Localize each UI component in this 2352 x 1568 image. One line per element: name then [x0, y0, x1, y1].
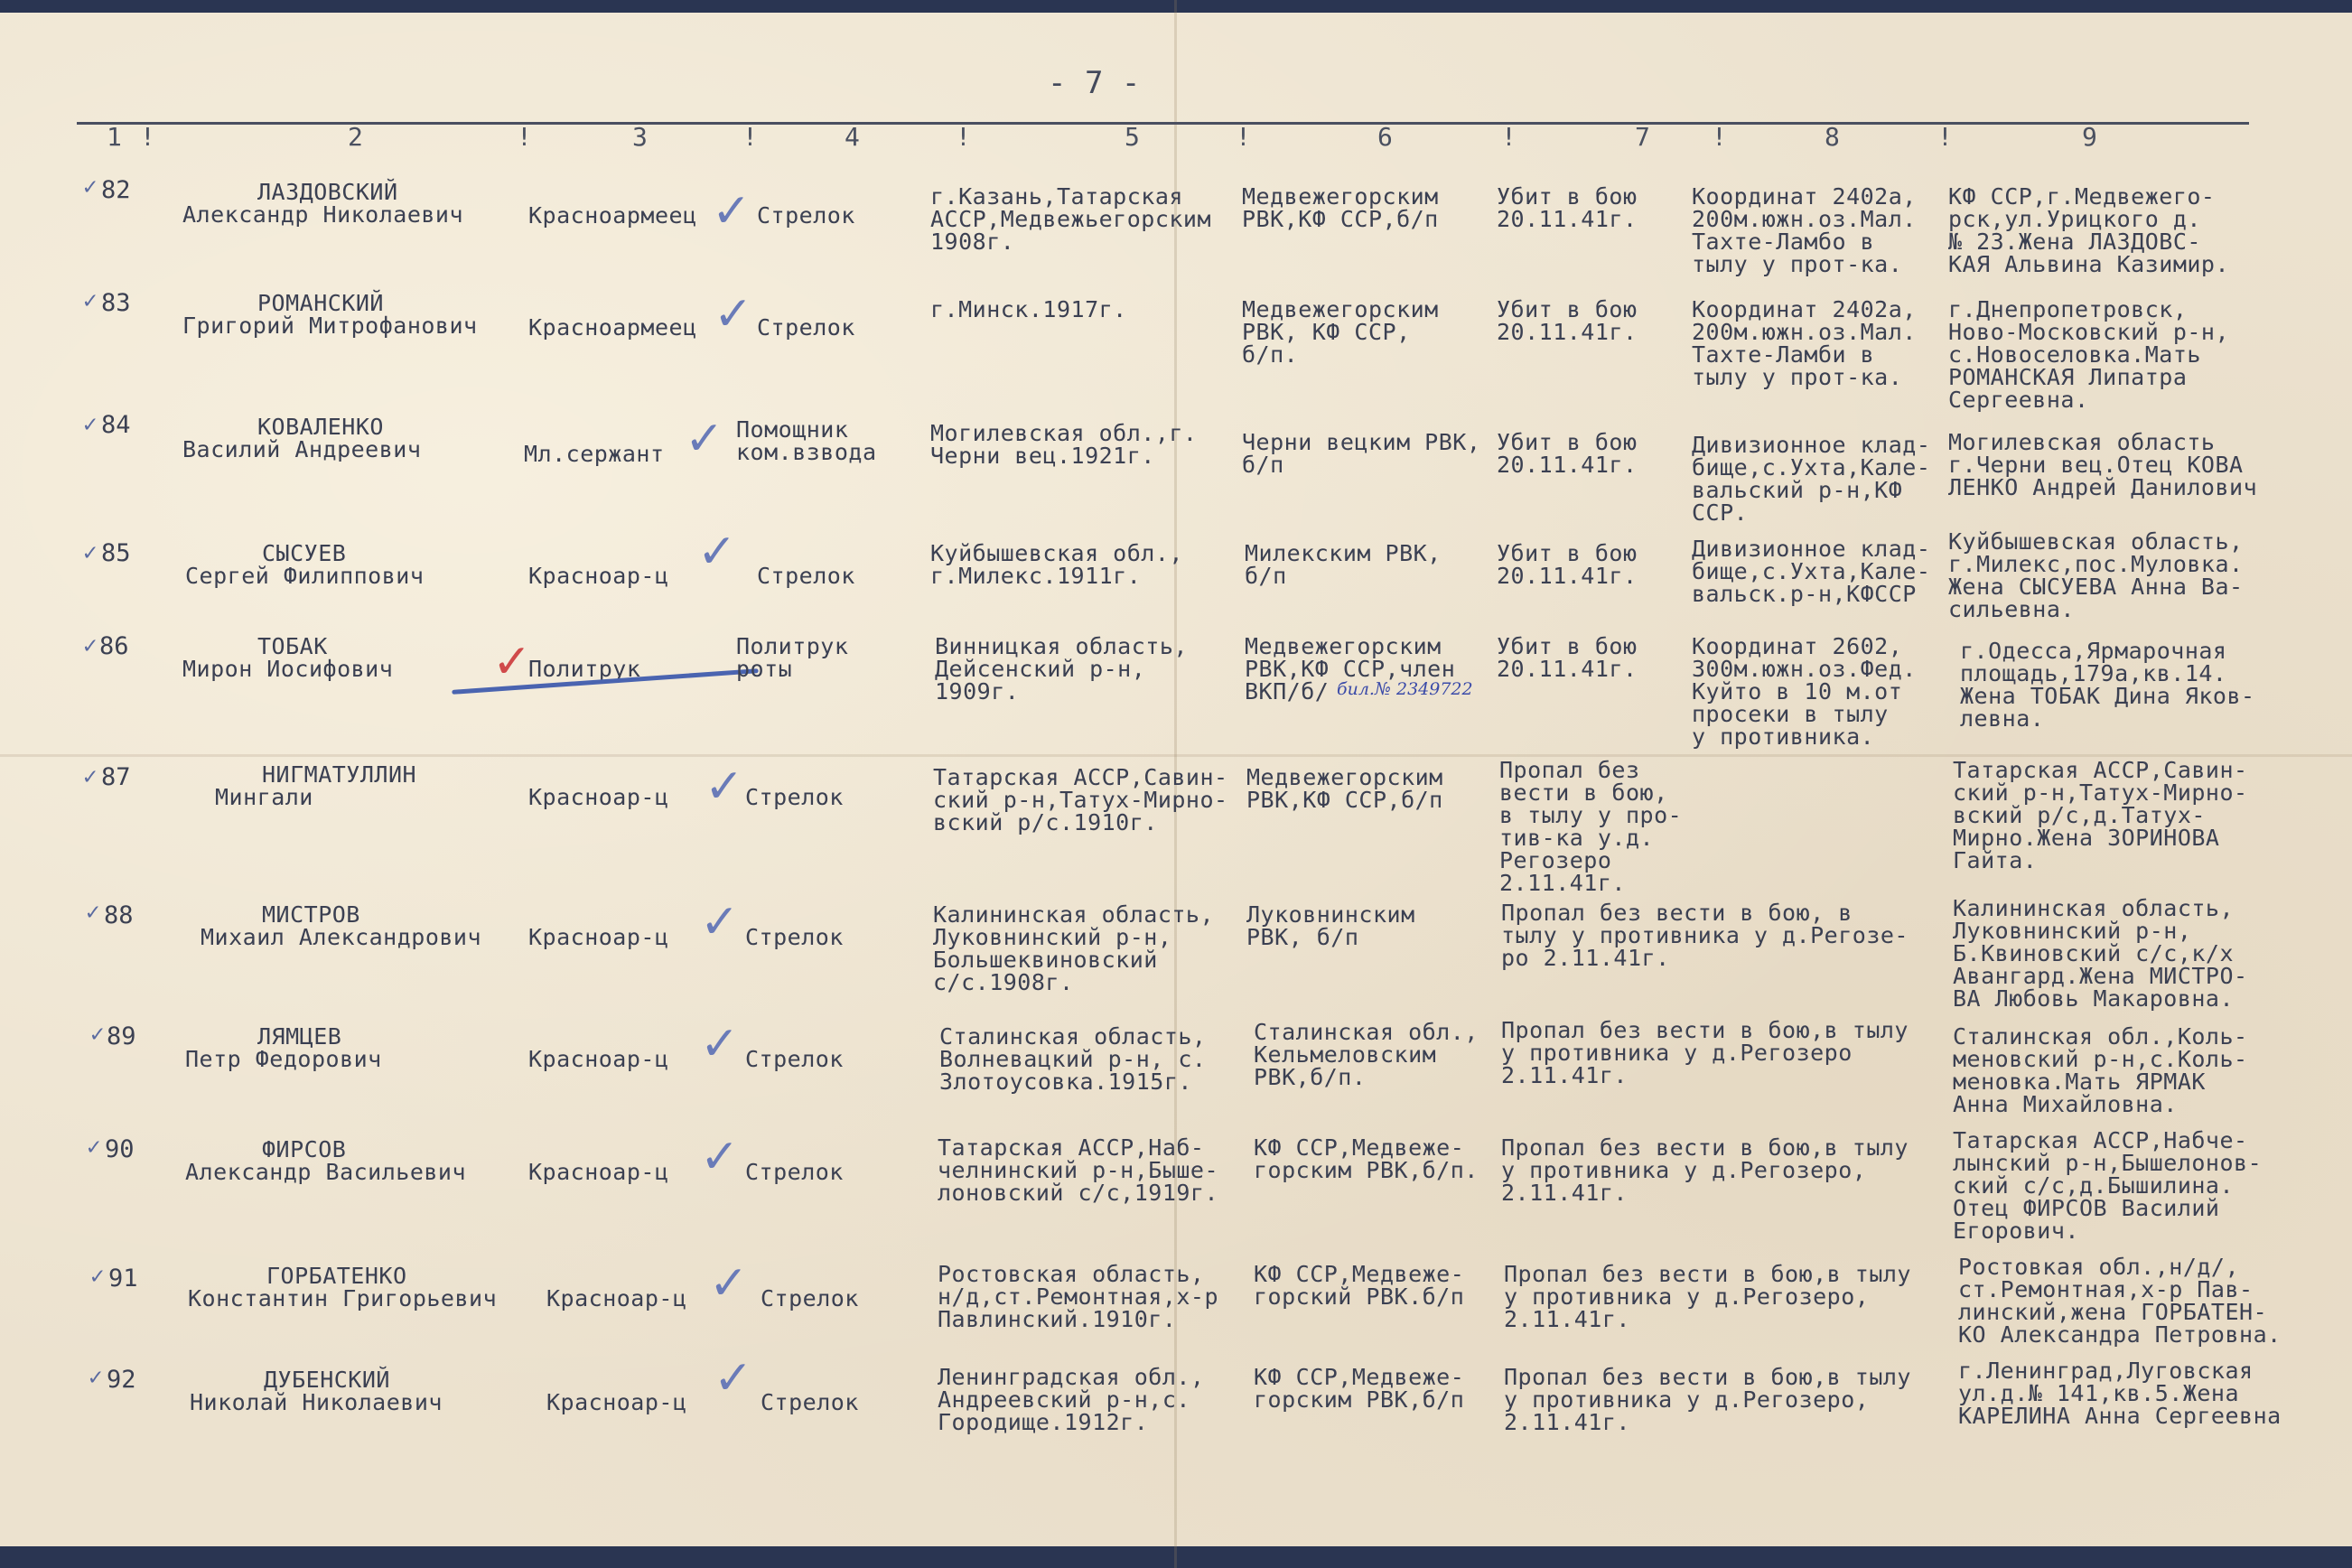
column-header-7: 7: [1635, 122, 1650, 152]
check-mark-icon: ✓: [83, 287, 98, 314]
record-birth: г.Минск.1917г.: [930, 296, 1127, 322]
check-mark-icon: ✓: [83, 632, 98, 659]
record-rank: Красноар-ц: [528, 1046, 669, 1072]
record-name: Сергей Филиппович: [185, 563, 425, 589]
record-surname: НИГМАТУЛЛИН: [262, 761, 417, 788]
record-number: 84: [101, 411, 131, 439]
check-mark-icon: ✓: [83, 763, 98, 790]
check-mark-icon: ✓: [700, 1017, 740, 1071]
column-separator: !: [1937, 122, 1953, 152]
record-rvk: Медвежегорским РВК, КФ ССР, б/п.: [1242, 296, 1439, 368]
check-mark-icon: ✓: [83, 411, 98, 438]
check-mark-icon: ✓: [705, 760, 744, 814]
column-separator: !: [140, 122, 155, 152]
record-rvk: Медвежегорским РВК,КФ ССР,б/п: [1242, 183, 1439, 232]
record-burial: Координат 2402а, 200м.южн.оз.Мал. Тахте-Ламби в тылу у прот-ка.: [1692, 296, 1917, 390]
record-fate: Пропал без вести в бою,в тылу у противника у д.Регозеро, 2.11.41г.: [1504, 1364, 1911, 1435]
record-number: 89: [107, 1022, 136, 1050]
record-rank: Мл.сержант: [524, 441, 665, 467]
record-relatives: г.Ленинград,Луговская ул.д.№ 141,кв.5.Жена КАРЕЛИНА Анна Сергеевна: [1958, 1358, 2282, 1429]
record-relatives: Калининская область, Луковнинский р-н, Б.Квиновский с/с,к/х Авангард.Жена МИСТРО- ВА Любовь Макаровна.: [1953, 895, 2248, 1012]
record-post: Стрелок: [757, 563, 855, 589]
check-mark-icon: ✓: [86, 899, 100, 926]
column-separator: !: [1712, 122, 1727, 152]
record-rank: Красноар-ц: [528, 924, 669, 950]
record-birth: Винницкая область, Дейсенский р-н, 1909г.: [935, 633, 1188, 705]
record-post: Помощник ком.взвода: [736, 416, 877, 465]
record-burial: Координат 2602, 300м.южн.оз.Фед. Куйто в 10 м.от просеки в тылу у противника.: [1692, 633, 1917, 750]
column-header-3: 3: [632, 122, 648, 152]
check-mark-icon: ✓: [685, 412, 724, 466]
column-header-5: 5: [1125, 122, 1140, 152]
record-relatives: Татарская АССР,Набче- лынский р-н,Бышелонов- ский с/с,д.Бышилина. Отец ФИРСОВ Василий Егорович.: [1953, 1127, 2263, 1244]
check-mark-icon: ✓: [700, 1130, 740, 1184]
check-mark-icon: ✓: [700, 895, 740, 949]
check-mark-icon: ✓: [83, 539, 98, 566]
record-surname: КОВАЛЕНКО: [257, 414, 384, 440]
column-header-6: 6: [1377, 122, 1393, 152]
record-number: 92: [107, 1366, 136, 1394]
column-separator: !: [1236, 122, 1251, 152]
check-mark-icon: ✓: [89, 1364, 103, 1391]
column-separator: !: [517, 122, 532, 152]
record-rank: Красноар-ц: [528, 1159, 669, 1185]
record-post: Стрелок: [745, 1046, 844, 1072]
check-mark-icon: ✓: [714, 1351, 753, 1405]
record-post: Стрелок: [761, 1285, 859, 1311]
record-rvk: КФ ССР,Медвеже- горский РВК.б/п: [1254, 1261, 1465, 1310]
record-number: 82: [101, 176, 131, 204]
record-rank: Политрук: [528, 656, 641, 682]
record-rvk: КФ ССР,Медвеже- горским РВК,б/п: [1254, 1364, 1465, 1413]
record-rank: Красноар-ц: [546, 1389, 687, 1415]
record-surname: ГОРБАТЕНКО: [266, 1263, 407, 1289]
record-relatives: КФ ССР,г.Медвежего- рск,ул.Урицкого д. № 23.Жена ЛАЗДОВС- КАЯ Альвина Казимир.: [1948, 183, 2230, 277]
record-fate: Убит в бою 20.11.41г.: [1497, 429, 1638, 478]
record-surname: РОМАНСКИЙ: [257, 290, 384, 316]
record-fate: Пропал без вести в бою,в тылу у противника у д.Регозеро, 2.11.41г.: [1504, 1261, 1911, 1332]
record-fate: Пропал без вести в бою,в тылу у противника у д.Регозеро, 2.11.41г.: [1501, 1134, 1909, 1206]
record-rank: Красноармеец: [528, 202, 697, 229]
record-rvk: Милекским РВК, б/п: [1245, 540, 1442, 589]
record-relatives: Куйбышевская область, г.Милекс,пос.Муловка. Жена СЫСУЕВА Анна Ва- сильевна.: [1948, 528, 2244, 622]
record-name: Петр Федорович: [185, 1046, 382, 1072]
record-birth: Ростовская область, н/д,ст.Ремонтная,х-р Павлинский.1910г.: [938, 1261, 1219, 1332]
record-birth: г.Казань,Татарская АССР,Медвежьегорским 1908г.: [930, 183, 1212, 255]
check-mark-icon: ✓: [712, 184, 751, 238]
record-name: Александр Васильевич: [185, 1159, 467, 1185]
check-mark-icon: ✓: [87, 1134, 101, 1161]
record-rank: Красноар-ц: [528, 784, 669, 810]
check-mark-icon: ✓: [492, 635, 532, 689]
column-header-9: 9: [2082, 122, 2097, 152]
column-header-2: 2: [348, 122, 363, 152]
record-relatives: Татарская АССР,Савин- ский р-н,Татух-Мирно- вский р/с,д.Татух- Мирно.Жена ЗОРИНОВА Гайта.: [1953, 757, 2248, 873]
column-separator: !: [1501, 122, 1517, 152]
record-birth: Ленинградская обл., Андреевский р-н,с. Городище.1912г.: [938, 1364, 1205, 1435]
record-number: 85: [101, 539, 131, 567]
record-name: Григорий Митрофанович: [182, 313, 478, 339]
handwritten-note: бил.№ 2349722: [1337, 679, 1473, 699]
record-rvk: Медвежегорским РВК,КФ ССР,б/п: [1246, 764, 1443, 813]
record-burial: Дивизионное клад- бище,с.Ухта,Кале- вальск.р-н,КФССР: [1692, 536, 1931, 607]
column-separator: !: [742, 122, 758, 152]
record-post: Стрелок: [761, 1389, 859, 1415]
record-post: Политрук роты: [736, 633, 849, 682]
record-birth: Татарская АССР,Савин- ский р-н,Татух-Мирно- вский р/с.1910г.: [933, 764, 1228, 835]
record-surname: ЛАЗДОВСКИЙ: [257, 179, 398, 205]
record-fate: Убит в бою 20.11.41г.: [1497, 540, 1638, 589]
record-relatives: г.Одесса,Ярмарочная площадь,179а,кв.14. Жена ТОБАК Дина Яков- левна.: [1960, 638, 2255, 732]
record-surname: МИСТРОВ: [262, 901, 360, 928]
check-mark-icon: ✓: [90, 1263, 105, 1290]
record-rvk: Черни вецким РВК, б/п: [1242, 429, 1481, 478]
column-header-4: 4: [845, 122, 860, 152]
record-birth: Калининская область, Луковнинский р-н, Большеквиновский с/с.1908г.: [933, 901, 1215, 995]
header-rule: [77, 122, 2249, 125]
record-post: Стрелок: [757, 314, 855, 341]
page-number: - 7 -: [1048, 65, 1141, 101]
record-post: Стрелок: [757, 202, 855, 229]
record-number: 88: [104, 901, 134, 929]
record-name: Мирон Иосифович: [182, 656, 394, 682]
record-relatives: г.Днепропетровск, Ново-Московский р-н, с.Новоселовка.Мать РОМАНСКАЯ Липатра Сергеевна.: [1948, 296, 2230, 413]
record-name: Василий Андреевич: [182, 436, 422, 462]
record-rank: Красноар-ц: [546, 1285, 687, 1311]
record-burial: Координат 2402а, 200м.южн.оз.Мал. Тахте-Ламбо в тылу у прот-ка.: [1692, 183, 1917, 277]
record-rvk: КФ ССР,Медвеже- горским РВК,б/п.: [1254, 1134, 1479, 1183]
record-name: Мингали: [215, 784, 313, 810]
record-surname: ЛЯМЦЕВ: [257, 1023, 342, 1050]
record-relatives: Сталинская обл.,Коль- меновский р-н,с.Коль- меновка.Мать ЯРМАК Анна Михайловна.: [1953, 1023, 2248, 1117]
column-header-1: 1: [107, 122, 122, 152]
check-mark-icon: ✓: [714, 287, 753, 341]
check-mark-icon: ✓: [83, 173, 98, 201]
record-number: 91: [108, 1265, 138, 1293]
record-surname: ФИРСОВ: [262, 1136, 347, 1162]
check-mark-icon: ✓: [709, 1256, 749, 1311]
record-surname: ДУБЕНСКИЙ: [264, 1367, 390, 1393]
record-fate: Убит в бою 20.11.41г.: [1497, 183, 1638, 232]
record-post: Стрелок: [745, 1159, 844, 1185]
record-fate: Пропал без вести в бою,в тылу у противника у д.Регозеро 2.11.41г.: [1501, 1017, 1909, 1088]
record-number: 86: [99, 632, 129, 660]
record-name: Николай Николаевич: [190, 1389, 443, 1415]
column-header-8: 8: [1825, 122, 1840, 152]
record-rvk: Луковнинским РВК, б/п: [1246, 901, 1415, 950]
record-rvk: Медвежегорским РВК,КФ ССР,член ВКП/б/: [1245, 633, 1456, 705]
record-rvk: Сталинская обл., Кельмеловским РВК,б/п.: [1254, 1019, 1479, 1090]
check-mark-icon: ✓: [90, 1021, 105, 1048]
column-separator: !: [956, 122, 971, 152]
record-fate: Пропал без вести в бою, в тылу у про- тив-ка у.д. Регозеро 2.11.41г.: [1499, 757, 1683, 896]
record-relatives: Могилевская область г.Черни вец.Отец КОВА ЛЕНКО Андрей Данилович: [1948, 429, 2258, 500]
record-number: 83: [101, 289, 131, 317]
record-number: 87: [101, 763, 131, 791]
record-surname: ТОБАК: [257, 633, 328, 659]
record-fate: Убит в бою 20.11.41г.: [1497, 633, 1638, 682]
record-number: 90: [105, 1135, 135, 1163]
record-name: Александр Николаевич: [182, 201, 464, 228]
record-post: Стрелок: [745, 924, 844, 950]
record-birth: Куйбышевская обл., г.Милекс.1911г.: [930, 540, 1183, 589]
record-relatives: Ростовкая обл.,н/д/, ст.Ремонтная,х-р Пав- линский,жена ГОРБАТЕН- КО Александра Петровна.: [1958, 1254, 2282, 1348]
record-name: Михаил Александрович: [201, 924, 482, 950]
record-rank: Красноар-ц: [528, 563, 669, 589]
record-name: Константин Григорьевич: [188, 1285, 498, 1311]
record-rank: Красноармеец: [528, 314, 697, 341]
record-fate: Убит в бою 20.11.41г.: [1497, 296, 1638, 345]
record-fate: Пропал без вести в бою, в тылу у противника у д.Регозе- ро 2.11.41г.: [1501, 900, 1909, 971]
record-surname: СЫСУЕВ: [262, 540, 347, 566]
record-birth: Татарская АССР,Наб- челнинский р-н,Быше- лоновский с/с,1919г.: [938, 1134, 1219, 1206]
record-birth: Сталинская область, Волневацкий р-н, с. Злотоусовка.1915г.: [939, 1023, 1207, 1095]
record-burial: Дивизионное клад- бище,с.Ухта,Кале- вальский р-н,КФ ССР.: [1692, 432, 1931, 526]
check-mark-icon: ✓: [697, 525, 737, 579]
record-post: Стрелок: [745, 784, 844, 810]
record-birth: Могилевская обл.,г. Черни вец.1921г.: [930, 420, 1198, 469]
